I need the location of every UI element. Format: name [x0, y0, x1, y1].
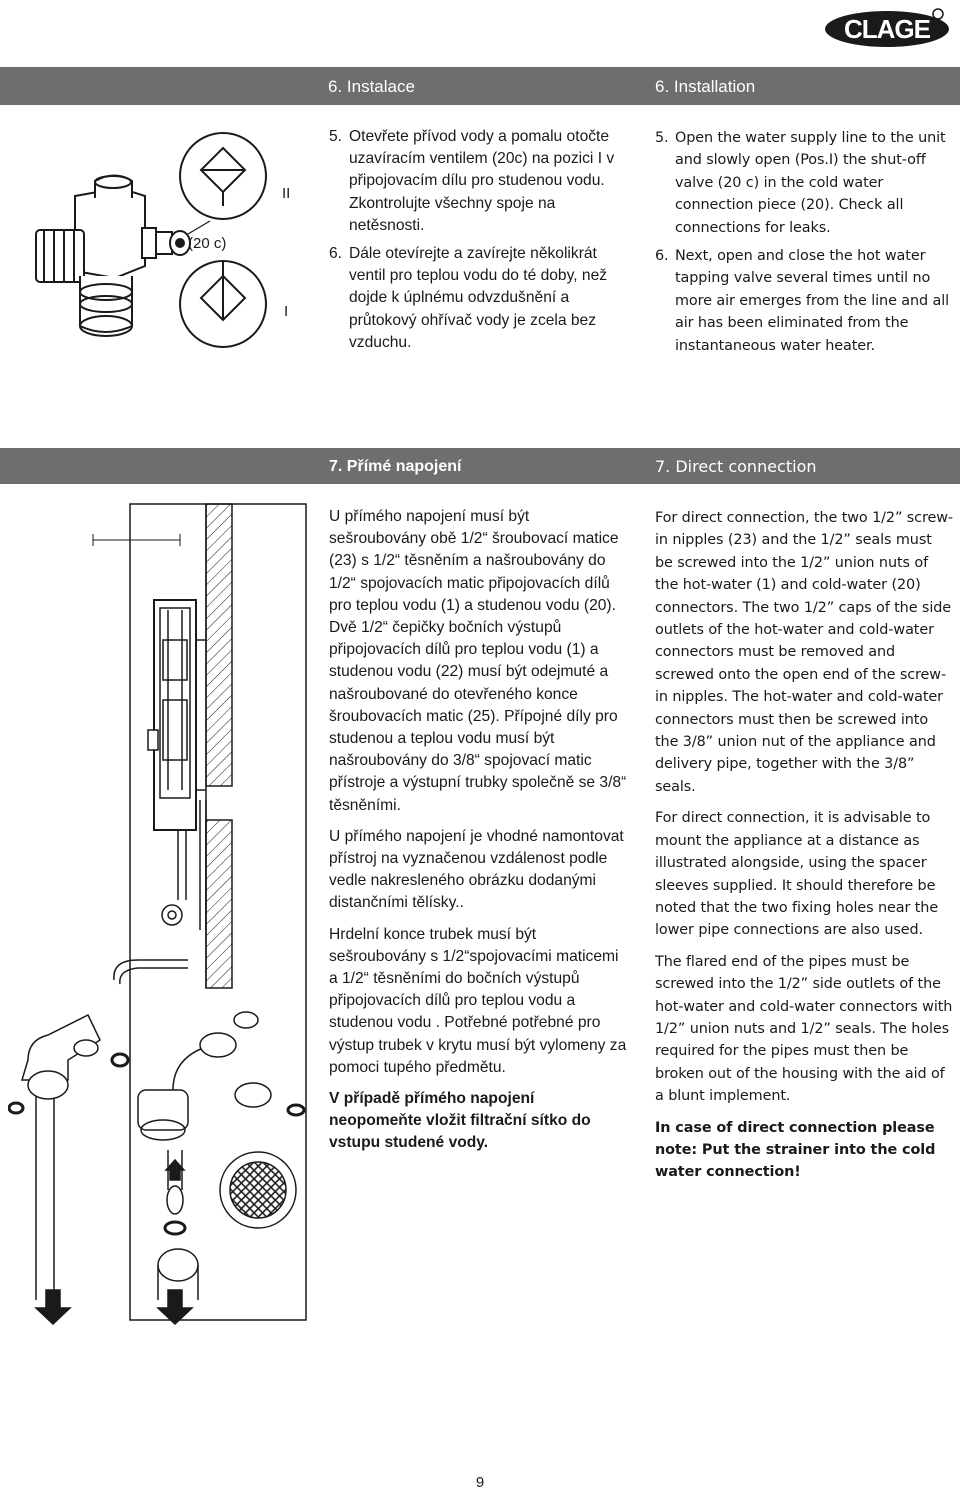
en-paragraph-2: For direct connection, it is advisable to mount the appliance at a distance as illustrated alongside, using the spacer sleeves supplied. It should therefore be noted that the two fixing holes near the lower pipe connections are also used. — [655, 810, 939, 939]
section7-en-text — [655, 507, 953, 1193]
en-step-5-number: 5. — [655, 130, 669, 146]
clage-logo-mark — [822, 6, 952, 50]
outlet-arrow-down-icon — [36, 1290, 70, 1324]
en-note: In case of direct connection please note: Put the strainer into the cold water connection! — [655, 1119, 936, 1181]
page-number: 9 — [475, 1474, 485, 1491]
cz-step-5-text: Otevřete přívod vody a pomalu otočte uzavíracím ventilem (20c) na pozici I v připojovacím dílu pro studenou vodu. Zkontrolujte všechny spoje na netěsnosti. — [349, 128, 615, 234]
section7-title-en: 7. Direct connection — [655, 457, 817, 476]
section6-header-bar — [0, 67, 960, 105]
valve-figure — [20, 126, 320, 366]
cz-step-5-number: 5. — [329, 128, 343, 145]
en-step-6 — [655, 245, 951, 357]
section6-en-text — [655, 127, 951, 363]
section6-title-en: 6. Installation — [655, 77, 756, 96]
wall-upper — [206, 504, 232, 786]
inlet-arrow-down-icon — [158, 1290, 192, 1324]
logo-text: CLAGE — [844, 14, 930, 44]
cz-step-6 — [329, 243, 629, 354]
cz-step-6-number: 6. — [329, 245, 343, 263]
position-ii-indicator — [180, 133, 266, 219]
cz-paragraph-3: Hrdelní konce trubek musí být sešroubovány s 1/2“spojovacími maticemi a 1/2“ těsněními do bočních výstupů připojovacích dílů pro teplou vodu a studenou vodu . Potřebné potřebné pro výstup trubek v krytu musí být vylomeny za pomoci tupého předmětu. — [329, 925, 627, 1076]
cz-step-6-text: Dále otevírejte a zavírejte několikrát ventil pro teplou vodu do té doby, než dojde k úplnému odvzdušnění a průtokový ohřívač vody je zcela bez vzduchu. — [349, 245, 608, 351]
cz-paragraph-2: U přímého napojení je vhodné namontovat přístroj na vyznačenou vzdálenost podle vedle nakresleného obrázku dodanými distančními tělísky.. — [329, 827, 624, 912]
en-step-6-number: 6. — [655, 248, 669, 265]
wall-lower — [206, 820, 232, 988]
section7-title-cz: 7. Přímé napojení — [329, 458, 462, 475]
direct-connection-figure — [8, 500, 313, 1325]
cz-note: V případě přímého napojení neopomeňte vložit filtrační sítko do vstupu studené vody. — [329, 1090, 591, 1152]
position-ii-label: II — [282, 185, 291, 202]
cz-paragraph-1: U přímého napojení musí být sešroubovány obě 1/2“ šroubovací matice (23) s 1/2“ těsněním a našroubovány do 1/2“ spojovacích matic připojovacích dílů pro teplou vodu (1) a studenou vodu (20). Dvě 1/2“ čepičky bočních výstupů připojovacích dílů pro teplou vodu (1) a studenou vodu (22) musí být odejmuté a našroubované do otevřeného konce šroubovacích matic (25). Přípojné díly pro studenou a teplou vodu musí být našroubovány do 3/8“ spojovací matic přístroje a výstupní trubky společně se 3/8“ těsněními. — [329, 508, 627, 814]
clage-logo — [822, 6, 952, 50]
position-i-label: I — [284, 303, 289, 320]
cz-step-5 — [329, 126, 629, 237]
water-heater-drawing — [148, 600, 206, 830]
valve-label-20c: (20 c) — [188, 235, 227, 252]
section6-title-cz: 6. Instalace — [328, 77, 415, 96]
en-step-5 — [655, 127, 951, 239]
exploded-fittings-drawing — [9, 1012, 304, 1300]
en-paragraph-3: The flared end of the pipes must be screwed into the 1/2” side outlets of the hot-water and cold-water connectors with 1/2” union nuts and 1/2” seals. The holes required for the pipes must then be broken out of the housing with the aid of a blunt implement. — [655, 953, 953, 1105]
en-paragraph-1: For direct connection, the two 1/2” screw-in nipples (23) and the 1/2” seals must be screwed into the 1/2” union nuts of the hot-water (1) and cold-water (20) connectors. The two 1/2” caps of the side outlets of the hot-water and cold-water connectors must be removed and screwed onto the open end of the screw-in nipples. The hot-water and cold-water connectors must then be screwed into the 3/8” union nut of the appliance and delivery pipe, together with the 3/8” seals. — [655, 510, 954, 795]
section7-header-bar — [0, 448, 960, 484]
en-step-5-text: Open the water supply line to the unit and slowly open (Pos.I) the shut-off valve (20 c) in the cold water connection piece (20). Check all connections for leaks. — [675, 130, 946, 236]
en-step-6-text: Next, open and close the hot water tapping valve several times until no more air emerges from the line and all air has been eliminated from the instantaneous water heater. — [675, 248, 950, 354]
section7-cz-text — [329, 506, 627, 1164]
section6-cz-text — [329, 126, 629, 360]
